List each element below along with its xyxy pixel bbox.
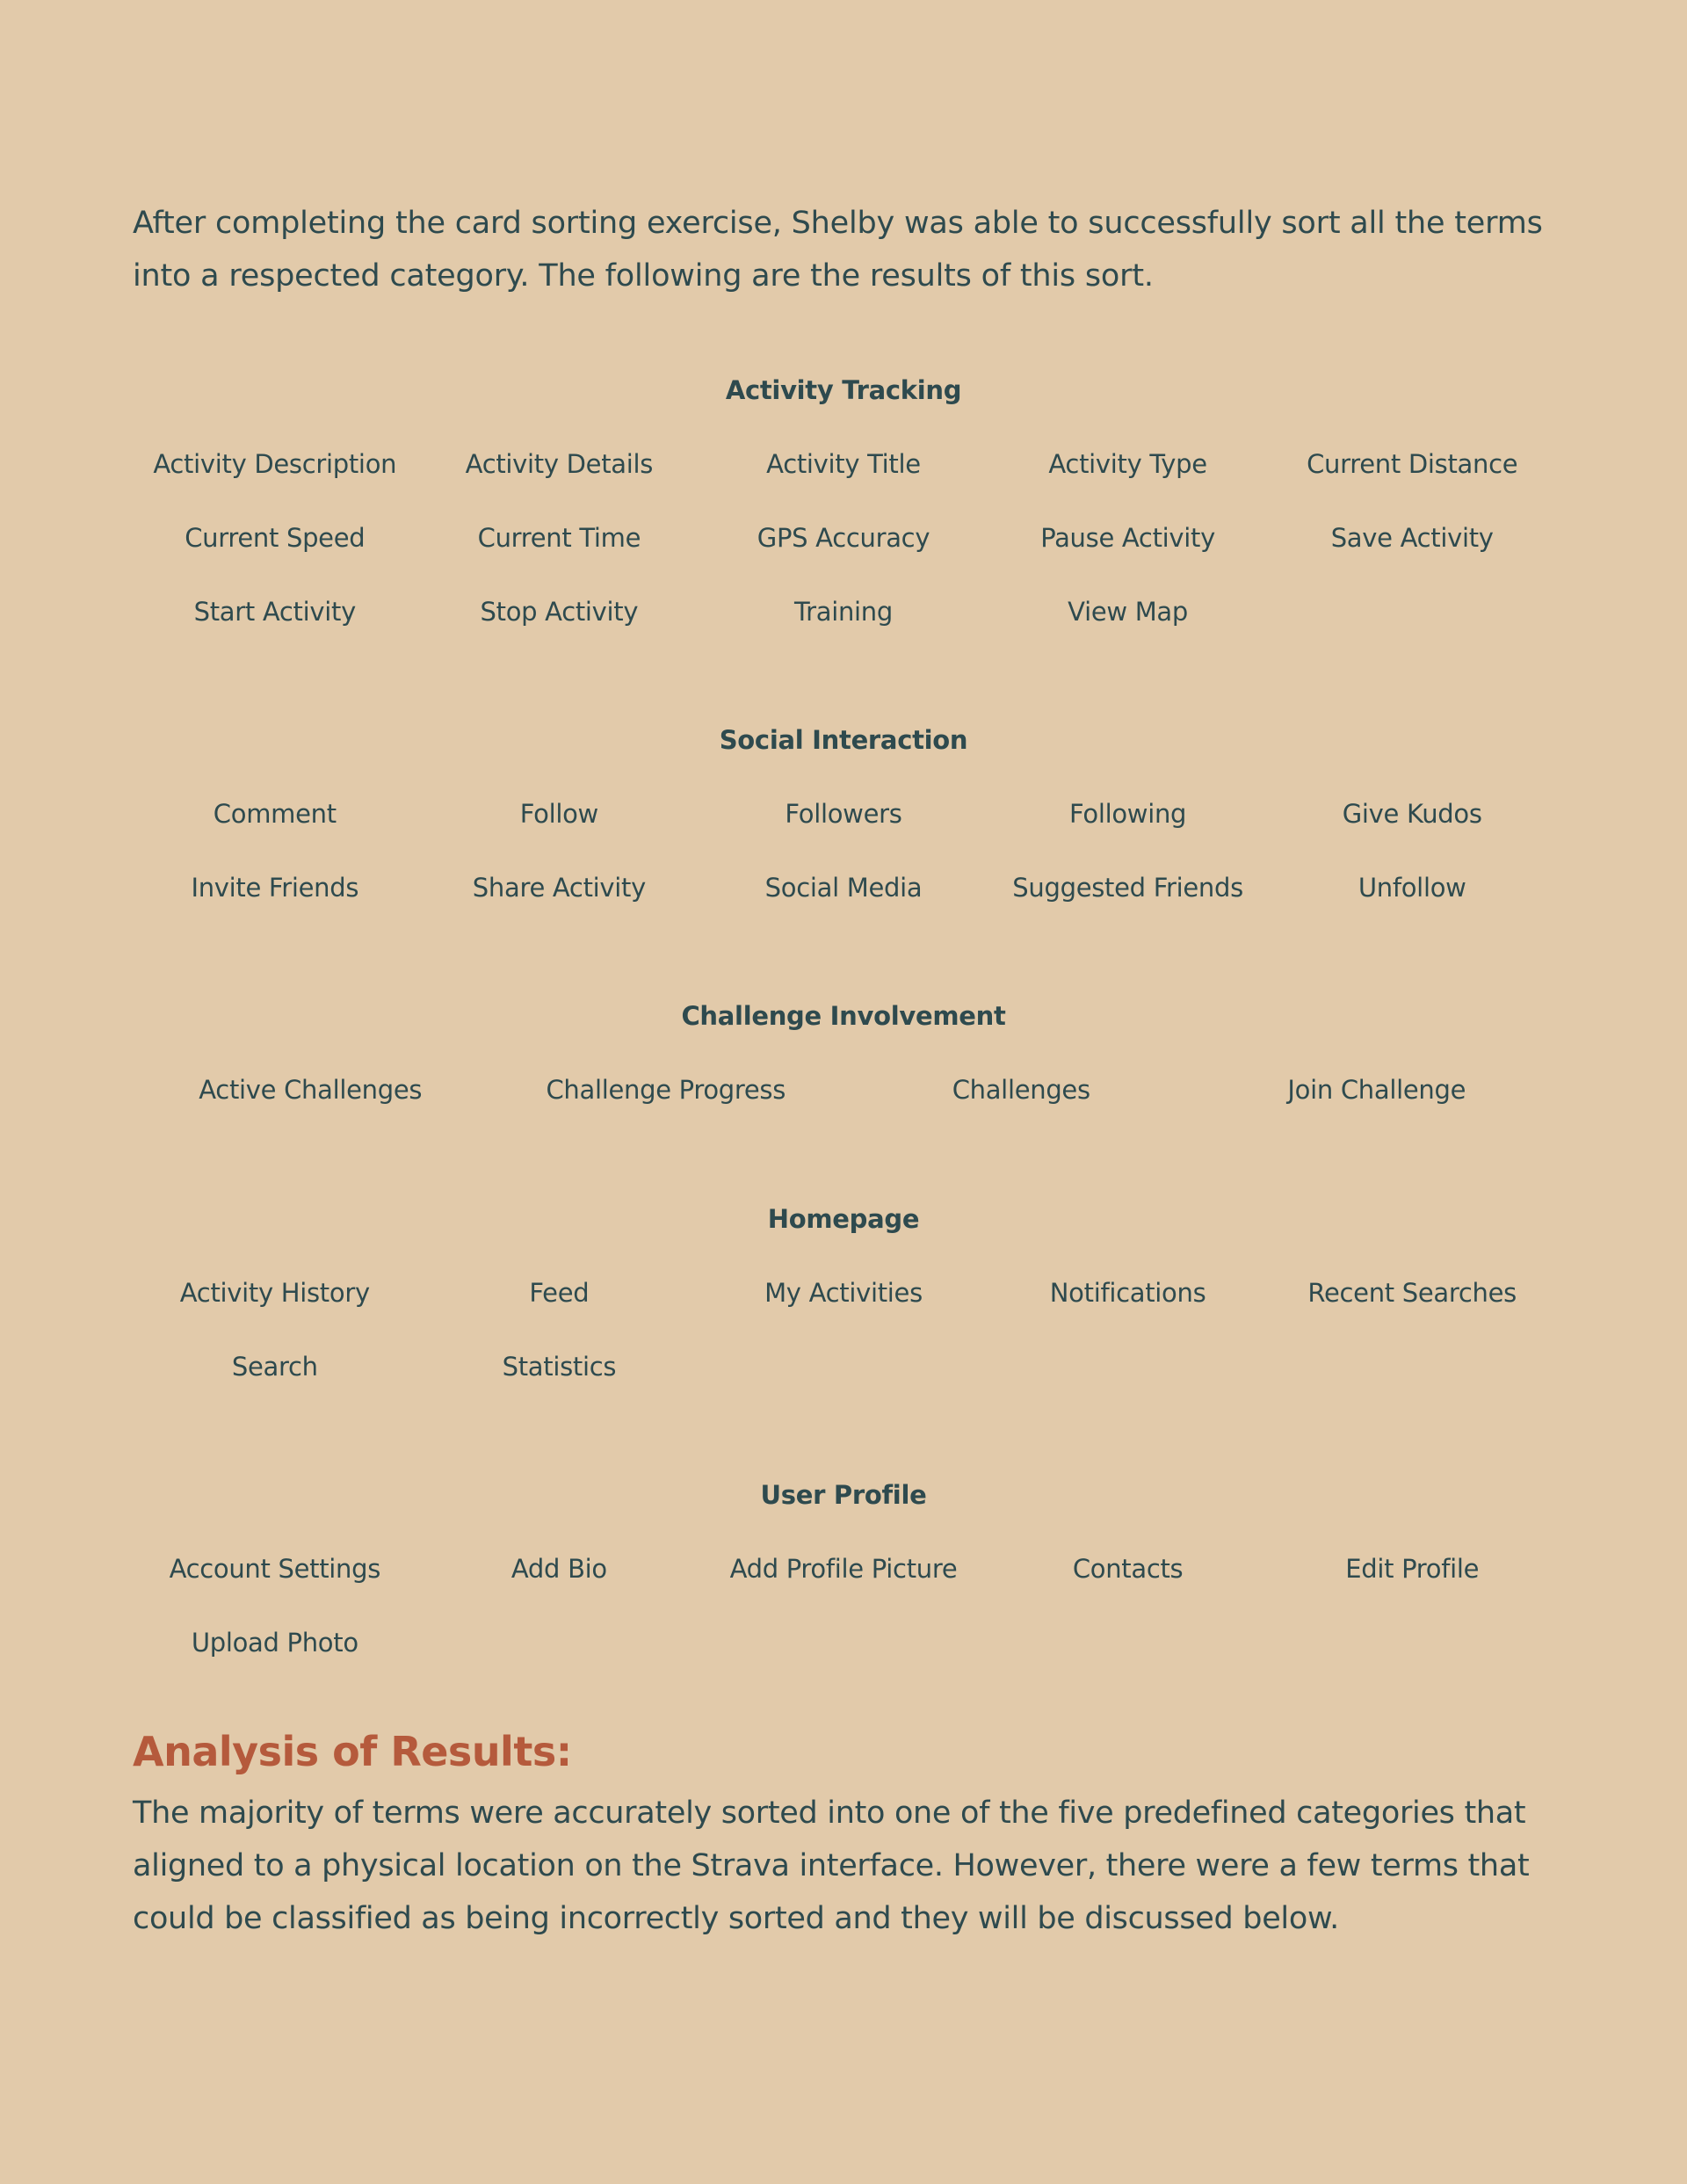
- term-item: Activity Type: [1048, 449, 1207, 479]
- term-item: Give Kudos: [1342, 799, 1482, 829]
- term-item: Suggested Friends: [1012, 873, 1243, 903]
- term-item: Unfollow: [1358, 873, 1466, 903]
- term-item: Comment: [213, 799, 337, 829]
- term-item: Activity Title: [766, 449, 921, 479]
- term-item: Current Time: [477, 523, 641, 553]
- term-list: [133, 1072, 1554, 1107]
- term-item: My Activities: [764, 1278, 923, 1308]
- term-item: Account Settings: [169, 1554, 381, 1584]
- category-title: Challenge Involvement: [681, 1001, 1006, 1031]
- category-homepage: [133, 1201, 1554, 1384]
- term-item: Current Speed: [185, 523, 366, 553]
- term-item: Search: [231, 1352, 318, 1382]
- term-list: [133, 446, 1554, 629]
- term-item: Add Bio: [510, 1554, 607, 1584]
- term-item: Feed: [529, 1278, 590, 1308]
- term-item: Share Activity: [472, 873, 646, 903]
- category-challenge-involvement: [133, 998, 1554, 1107]
- term-item: Recent Searches: [1307, 1278, 1517, 1308]
- category-title: Activity Tracking: [725, 375, 962, 405]
- term-item: Active Challenges: [199, 1075, 423, 1105]
- analysis-paragraph: The majority of terms were accurately sorted into one of the five predefined categories that aligned to a physical location on the Strava interface. However, there were a few terms that could be classified as being incorrectly sorted and they will be discussed below.: [133, 1796, 1530, 1936]
- term-item: Follow: [519, 799, 598, 829]
- term-list: [133, 796, 1554, 905]
- term-item: Following: [1069, 799, 1187, 829]
- term-item: Notifications: [1049, 1278, 1206, 1308]
- term-item: Activity Details: [465, 449, 654, 479]
- term-item: Add Profile Picture: [729, 1554, 958, 1584]
- category-user-profile: [133, 1477, 1554, 1660]
- category-social-interaction: [133, 722, 1554, 905]
- intro-paragraph: After completing the card sorting exercise, Shelby was able to successfully sort all the terms into a respected category. The following are the results of this sort.: [133, 206, 1543, 294]
- term-item: Statistics: [502, 1352, 617, 1382]
- term-item: Save Activity: [1330, 523, 1494, 553]
- term-list: [133, 1275, 1554, 1384]
- category-title: Homepage: [767, 1204, 920, 1234]
- term-item: Social Media: [764, 873, 923, 903]
- term-item: Join Challenge: [1287, 1075, 1466, 1105]
- term-item: Challenge Progress: [546, 1075, 786, 1105]
- category-title: Social Interaction: [719, 725, 968, 755]
- term-item: Invite Friends: [191, 873, 359, 903]
- term-list: [133, 1551, 1554, 1660]
- term-item: Followers: [785, 799, 902, 829]
- term-item: Start Activity: [193, 597, 356, 627]
- term-item: Pause Activity: [1040, 523, 1215, 553]
- term-item: Edit Profile: [1345, 1554, 1480, 1584]
- term-item: Upload Photo: [191, 1628, 358, 1658]
- term-item: Training: [793, 597, 893, 627]
- analysis-heading: Analysis of Results:: [133, 1728, 572, 1775]
- term-item: Activity History: [179, 1278, 370, 1308]
- category-title: User Profile: [760, 1480, 927, 1510]
- term-item: Activity Description: [153, 449, 397, 479]
- term-item: View Map: [1068, 597, 1189, 627]
- term-item: Challenges: [952, 1075, 1090, 1105]
- term-item: Contacts: [1072, 1554, 1184, 1584]
- term-item: Current Distance: [1307, 449, 1518, 479]
- term-item: GPS Accuracy: [757, 523, 930, 553]
- category-activity-tracking: [133, 373, 1554, 629]
- term-item: Stop Activity: [480, 597, 639, 627]
